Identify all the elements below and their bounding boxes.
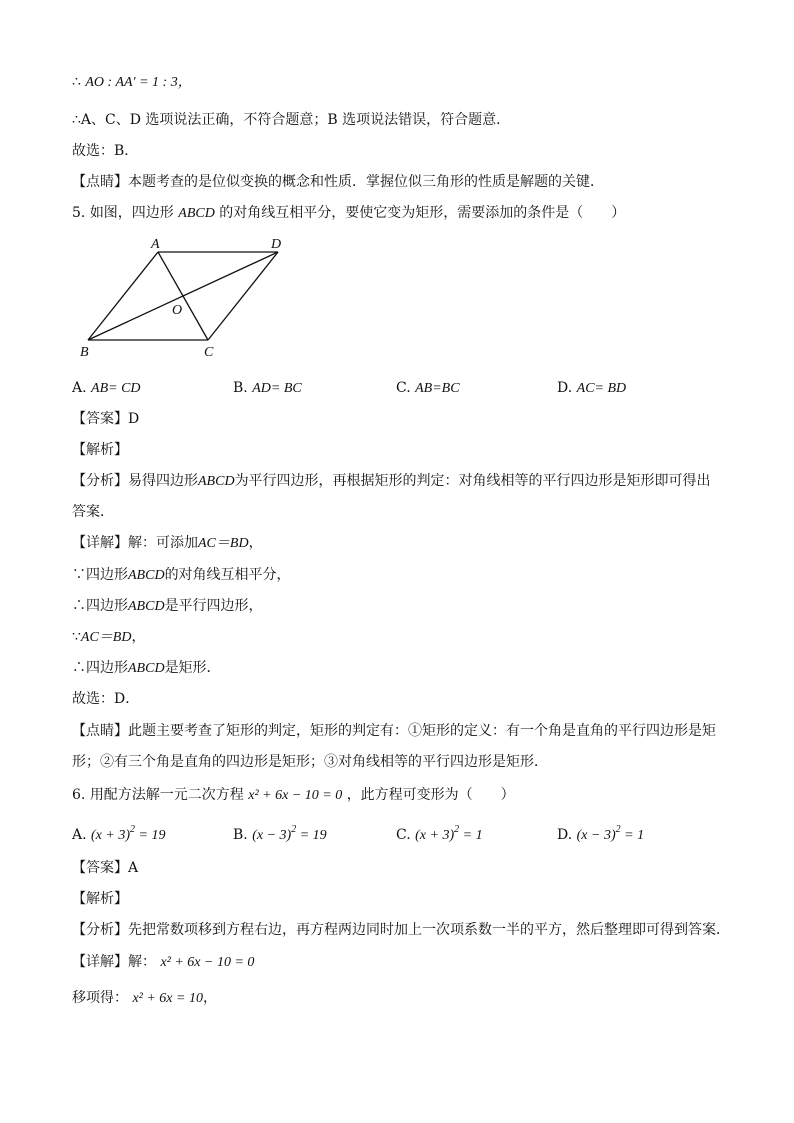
q5-therefore-2: ∴四边形ABCD是矩形． [72, 660, 221, 676]
q6-option-b[interactable]: B. $(x - 3)^2 = 19$ [233, 824, 327, 843]
q5-therefore-1: ∴四边形ABCD是平行四边形， [72, 598, 263, 614]
q5-tip: 【点睛】此题主要考查了矩形的判定，矩形的判定有：①矩形的定义：有一个角是直角的平行四边形是矩 [72, 723, 716, 739]
label-d: D [271, 237, 282, 252]
q5-because-1: ∵四边形ABCD的对角线互相平分， [72, 567, 291, 583]
answer-value: A [128, 860, 139, 876]
q4-ratio: AO : AA′ = 1 : 3， [85, 75, 192, 90]
q5-detail: 【详解】解：可添加AC＝BD， [72, 535, 263, 551]
q4-answer-line: 故选：B． [72, 143, 139, 159]
tip-tag: 【点睛】 [72, 174, 128, 190]
detail-tag: 【详解】 [72, 954, 128, 970]
tip-tag: 【点睛】 [72, 723, 128, 739]
detail-tag: 【详解】 [72, 535, 128, 551]
q6-stem: 6. 用配方法解一元二次方程 x² + 6x − 10 = 0 ，此方程可变形为（ ） [72, 787, 515, 803]
q6-analysis-tag: 【解析】 [72, 891, 128, 907]
q4-ratio-line [72, 72, 192, 93]
label-a: A [151, 237, 160, 252]
answer-tag: 【答案】 [72, 411, 128, 427]
edge-ab [88, 252, 158, 340]
q6-option-d[interactable]: D. $(x - 3)^2 = 1$ [557, 824, 645, 843]
answer-tag: 【答案】 [72, 860, 128, 876]
q4-conclusion: ∴A、C、D 选项说法正确，不符合题意；B 选项说法错误，符合题意． [72, 112, 511, 128]
q6-answer [72, 858, 138, 878]
edge-cd [208, 252, 278, 340]
question-number: 6. [72, 787, 86, 803]
label-o: O [172, 303, 183, 318]
q5-option-c[interactable]: C. AB=BC [396, 380, 460, 396]
fenxi-tag: 【分析】 [72, 473, 128, 489]
q5-because-2: ∵AC＝BD， [72, 629, 146, 645]
q5-stem: 5. 如图，四边形 ABCD 的对角线互相平分，要使它变为矩形，需要添加的条件是（ ） [72, 205, 626, 221]
q5-option-a[interactable]: A. AB= CD [72, 380, 141, 396]
quadrilateral-name: ABCD [178, 206, 215, 221]
q5-fenxi: 【分析】易得四边形ABCD为平行四边形，再根据矩形的判定：对角线相等的平行四边形是矩形即可得出 [72, 473, 711, 489]
question-number: 5. [72, 205, 86, 221]
q6-option-a[interactable]: A. $(x + 3)^2 = 19$ [72, 824, 166, 843]
q5-answer-line: 故选：D． [72, 691, 140, 707]
label-c: C [204, 345, 214, 360]
equation: x² + 6x = 10 [132, 991, 203, 1006]
tip-text: 本题考查的是位似变换的概念和性质．掌握位似三角形的性质是解题的关键． [128, 174, 604, 190]
diagonal-bd [88, 252, 278, 340]
q6-detail: 【详解】解： x² + 6x − 10 = 0 [72, 954, 255, 970]
q5-fenxi-cont: 答案． [72, 504, 114, 520]
parallelogram-figure [72, 232, 302, 362]
q5-option-b[interactable]: B. AD= BC [233, 380, 302, 396]
q5-option-d[interactable]: D. AC= BD [557, 380, 627, 396]
answer-value: D [128, 411, 140, 427]
q6-move: 移项得： x² + 6x = 10， [72, 990, 217, 1006]
q5-analysis-tag: 【解析】 [72, 442, 128, 458]
q6-fenxi: 【分析】先把常数项移到方程右边，再方程两边同时加上一次项系数一半的平方，然后整理即可得到答案． [72, 922, 730, 938]
q5-answer [72, 409, 139, 429]
q4-tip [72, 172, 604, 192]
equation: x² + 6x − 10 = 0 [248, 788, 343, 803]
q5-tip-cont: 形；②有三个角是直角的四边形是矩形；③对角线相等的平行四边形是矩形． [72, 754, 548, 770]
equation: x² + 6x − 10 = 0 [160, 955, 255, 970]
q6-option-c[interactable]: C. $(x + 3)^2 = 1$ [396, 824, 483, 843]
therefore-symbol: ∴ [72, 74, 81, 90]
label-b: B [80, 345, 89, 360]
fenxi-tag: 【分析】 [72, 922, 128, 938]
